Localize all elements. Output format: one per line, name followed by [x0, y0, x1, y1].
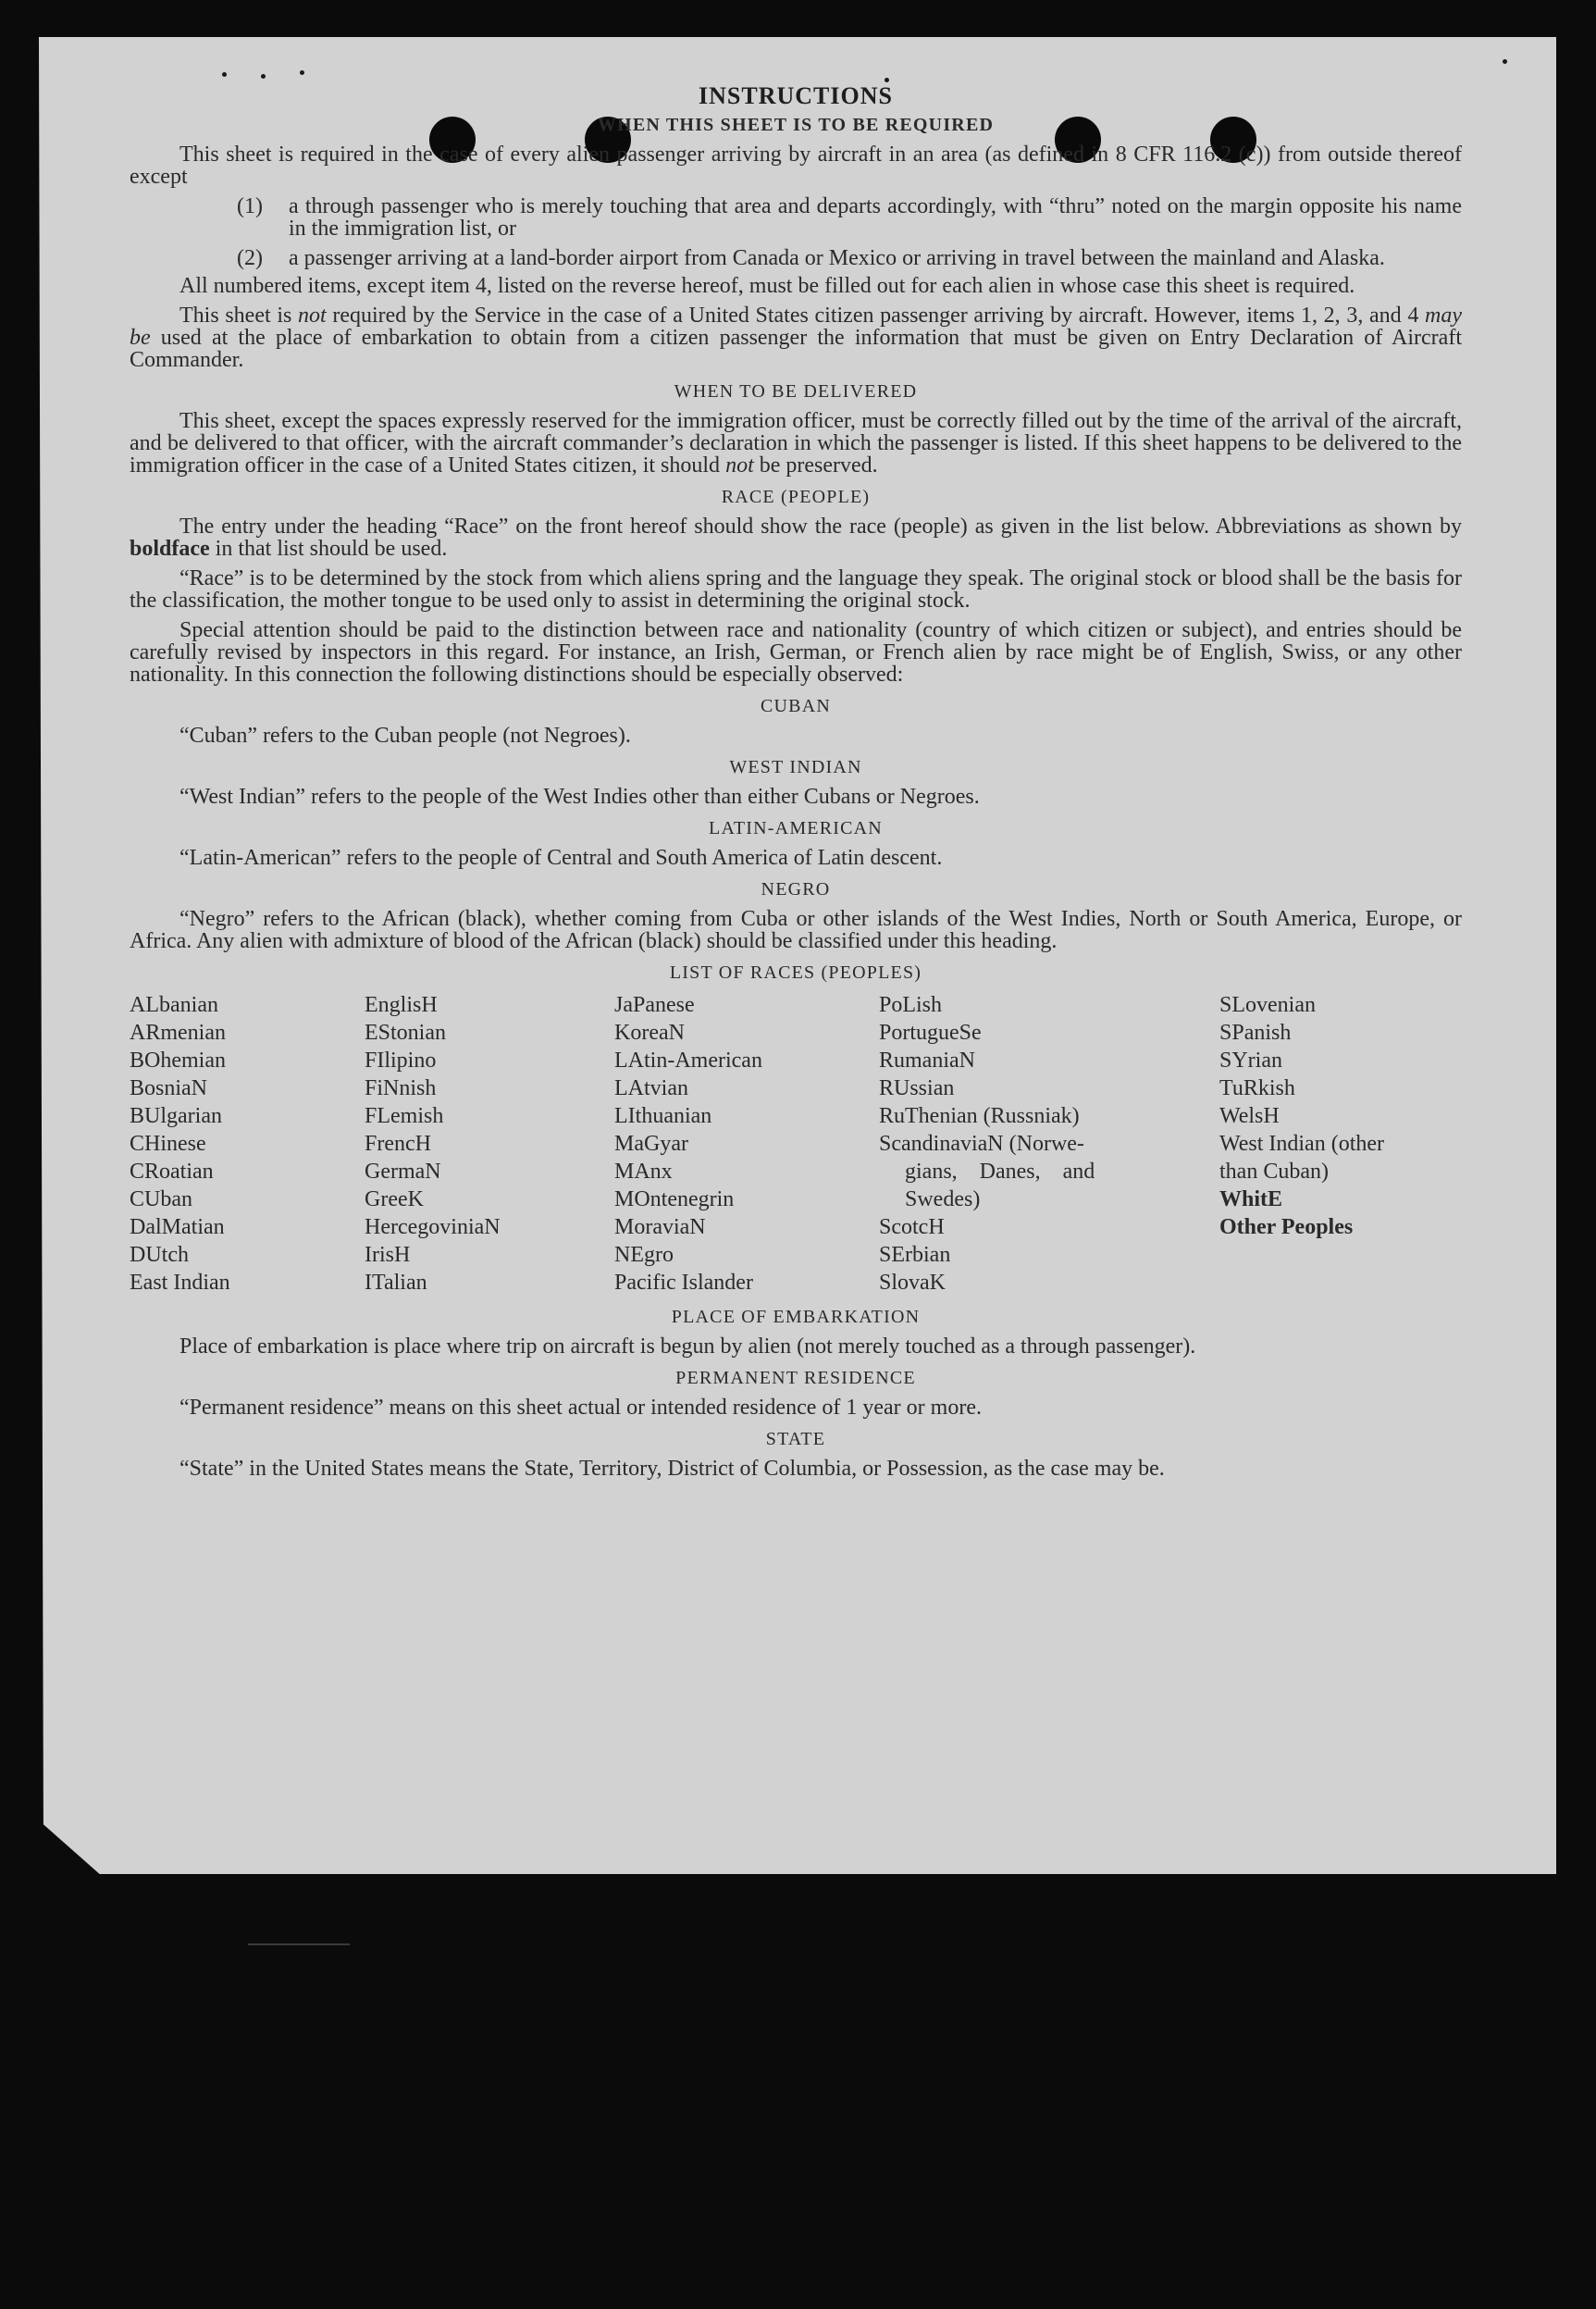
- race-column-4: [879, 991, 1219, 1297]
- heading-when-delivered: WHEN TO BE DELIVERED: [674, 381, 918, 402]
- race-entry: SLovenian: [1219, 993, 1316, 1017]
- race-entry: IrisH: [365, 1243, 411, 1267]
- paragraph-required: This sheet is required in the case of every alien passenger arriving by aircraft in an area (as defined in 8 CFR 116.2 (c)) from outside thereof except: [130, 143, 1462, 189]
- emphasis: not: [725, 453, 754, 478]
- paragraph-numbered-items: All numbered items, except item 4, listed on the reverse hereof, must be filled out for each alien in whose case this sheet is required.: [179, 274, 1355, 298]
- definition-latin-american: “Latin-American” refers to the people of Central and South America of Latin descent.: [179, 846, 943, 870]
- race-entry: WhitE: [1219, 1187, 1283, 1211]
- text-run: required by the Service in the case of a United States citizen passenger arriving by aircraft. However, items 1, 2, 3, and 4: [326, 304, 1426, 328]
- race-entry: CHinese: [130, 1132, 206, 1156]
- item-text: a passenger arriving at a land-border airport from Canada or Mexico or arriving in travel between the mainland and Alaska.: [289, 246, 1385, 270]
- race-entry-continued: gians, Danes, and: [905, 1160, 1095, 1184]
- race-entry: SPanish: [1219, 1021, 1292, 1045]
- race-entry: CRoatian: [130, 1160, 214, 1184]
- paragraph-race-nationality: Special attention should be paid to the distinction between race and nationality (country of which citizen or subject), and entries should be carefully revised by inspectors in this regard. For instance, an Irish, German, or French alien by race might be of English, Swiss, or any other nationality. In this connection the following distinctions should be especially observed:: [130, 618, 1462, 687]
- item-number: (1): [237, 194, 263, 218]
- race-entry: GreeK: [365, 1187, 424, 1211]
- race-entry: SYrian: [1219, 1049, 1282, 1073]
- exception-item-2: [130, 247, 1462, 269]
- race-entry: WelsH: [1219, 1104, 1280, 1128]
- scan-artifact-line: [248, 1943, 350, 1945]
- emphasis: not: [298, 304, 327, 328]
- definition-cuban: “Cuban” refers to the Cuban people (not Negroes).: [179, 724, 631, 748]
- race-entry: ALbanian: [130, 993, 218, 1017]
- item-text: a through passenger who is merely touching that area and departs accordingly, with “thru” noted on the margin opposite his name in the immigration list, or: [289, 194, 1462, 241]
- race-entry: LAtvian: [614, 1076, 688, 1100]
- page-title: INSTRUCTIONS: [699, 82, 893, 109]
- race-entry: FrencH: [365, 1132, 431, 1156]
- race-entry: ScandinaviaN (Norwe-: [879, 1132, 1084, 1156]
- paragraph-delivered: [130, 410, 1462, 477]
- speck: [1503, 59, 1507, 64]
- speck: [300, 70, 304, 75]
- heading-when-required: WHEN THIS SHEET IS TO BE REQUIRED: [597, 115, 995, 135]
- race-entry: LIthuanian: [614, 1104, 712, 1128]
- race-list: [130, 991, 1462, 1297]
- race-entry: RUssian: [879, 1076, 955, 1100]
- definition-state: “State” in the United States means the State, Territory, District of Columbia, or Possession, as the case may be.: [179, 1457, 1165, 1481]
- race-entry: ITalian: [365, 1271, 427, 1295]
- emphasis: may be: [130, 304, 1462, 350]
- race-column-5: [1219, 991, 1462, 1297]
- race-entry: CUban: [130, 1187, 192, 1211]
- speck: [222, 72, 227, 77]
- heading-west-indian: WEST INDIAN: [729, 757, 862, 777]
- race-entry: EnglisH: [365, 993, 438, 1017]
- race-column-3: [614, 991, 879, 1297]
- race-entry-continued: Swedes): [905, 1187, 981, 1211]
- paragraph-race-entry: [130, 515, 1462, 560]
- race-entry: Other Peoples: [1219, 1215, 1354, 1239]
- race-entry: Pacific Islander: [614, 1271, 753, 1295]
- text-run: This sheet, except the spaces expressly reserved for the immigration officer, must be correctly filled out by the time of the arrival of the aircraft, and be delivered to that officer, with the aircraft commander’s declaration in which the passenger is listed. If this sheet happens to be delivered to the immigration officer in the case of a United States citizen, it should: [130, 409, 1462, 478]
- definition-west-indian: “West Indian” refers to the people of the West Indies other than either Cubans or Negroes.: [179, 785, 980, 809]
- race-entry: JaPanese: [614, 993, 695, 1017]
- race-entry: PoLish: [879, 993, 943, 1017]
- race-entry: GermaN: [365, 1160, 441, 1184]
- definition-negro: “Negro” refers to the African (black), whether coming from Cuba or other islands of the West Indies, North or South America, Europe, or Africa. Any alien with admixture of blood of the African (black) should be classified under this heading.: [130, 907, 1462, 953]
- paragraph-race-stock: “Race” is to be determined by the stock from which aliens spring and the language they speak. The original stock or blood shall be the basis for the classification, the mother tongue to be used only to assist in determining the original stock.: [130, 566, 1462, 613]
- paragraph-citizen: [130, 304, 1462, 371]
- race-entry: MOntenegrin: [614, 1187, 735, 1211]
- race-entry: MaGyar: [614, 1132, 688, 1156]
- race-entry: SErbian: [879, 1243, 951, 1267]
- heading-cuban: CUBAN: [760, 696, 831, 716]
- race-entry: FLemish: [365, 1104, 444, 1128]
- race-entry: NEgro: [614, 1243, 674, 1267]
- race-entry: East Indian: [130, 1271, 230, 1295]
- definition-embarkation: Place of embarkation is place where trip on aircraft is begun by alien (not merely touched as a through passenger).: [179, 1335, 1196, 1359]
- text-run: in that list should be used.: [209, 537, 448, 561]
- heading-latin-american: LATIN-AMERICAN: [709, 818, 883, 838]
- race-entry: RuThenian (Russniak): [879, 1104, 1080, 1128]
- item-number: (2): [237, 246, 263, 270]
- race-entry-continued: than Cuban): [1219, 1160, 1329, 1184]
- speck: [261, 74, 266, 79]
- race-entry: SlovaK: [879, 1271, 946, 1295]
- race-entry: LAtin-American: [614, 1049, 762, 1073]
- race-entry: DalMatian: [130, 1215, 225, 1239]
- race-entry: BOhemian: [130, 1049, 226, 1073]
- heading-permanent-residence: PERMANENT RESIDENCE: [675, 1368, 916, 1388]
- race-entry: KoreaN: [614, 1021, 685, 1045]
- race-entry: MAnx: [614, 1160, 673, 1184]
- race-entry: PortugueSe: [879, 1021, 982, 1045]
- race-entry: ScotcH: [879, 1215, 945, 1239]
- race-entry: MoraviaN: [614, 1215, 706, 1239]
- race-entry: ARmenian: [130, 1021, 226, 1045]
- heading-embarkation: PLACE OF EMBARKATION: [671, 1307, 921, 1327]
- heading-list-of-races: LIST OF RACES (PEOPLES): [669, 962, 922, 983]
- bold-text: boldface: [130, 537, 210, 561]
- instructions-content: [130, 82, 1462, 1487]
- race-entry: West Indian (other: [1219, 1132, 1385, 1156]
- race-entry: BUlgarian: [130, 1104, 222, 1128]
- race-entry: FIlipino: [365, 1049, 437, 1073]
- race-entry: HercegoviniaN: [365, 1215, 501, 1239]
- heading-negro: NEGRO: [761, 879, 831, 900]
- race-entry: TuRkish: [1219, 1076, 1295, 1100]
- race-entry: EStonian: [365, 1021, 446, 1045]
- heading-race: RACE (PEOPLE): [721, 487, 871, 507]
- text-run: used at the place of embarkation to obtain from a citizen passenger the information that must be given on Entry Declaration of Aircraft Commander.: [130, 326, 1462, 372]
- heading-state: STATE: [765, 1429, 826, 1449]
- race-column-2: [365, 991, 614, 1297]
- race-entry: DUtch: [130, 1243, 189, 1267]
- exception-item-1: [130, 195, 1462, 240]
- race-entry: RumaniaN: [879, 1049, 975, 1073]
- race-entry: FiNnish: [365, 1076, 437, 1100]
- definition-permanent-residence: “Permanent residence” means on this sheet actual or intended residence of 1 year or more.: [179, 1396, 982, 1420]
- race-column-1: [130, 991, 365, 1297]
- text-run: The entry under the heading “Race” on the front hereof should show the race (people) as given in the list below. Abbreviations as shown by: [179, 515, 1462, 539]
- race-entry: BosniaN: [130, 1076, 207, 1100]
- text-run: This sheet is: [179, 304, 298, 328]
- text-run: be preserved.: [753, 453, 878, 478]
